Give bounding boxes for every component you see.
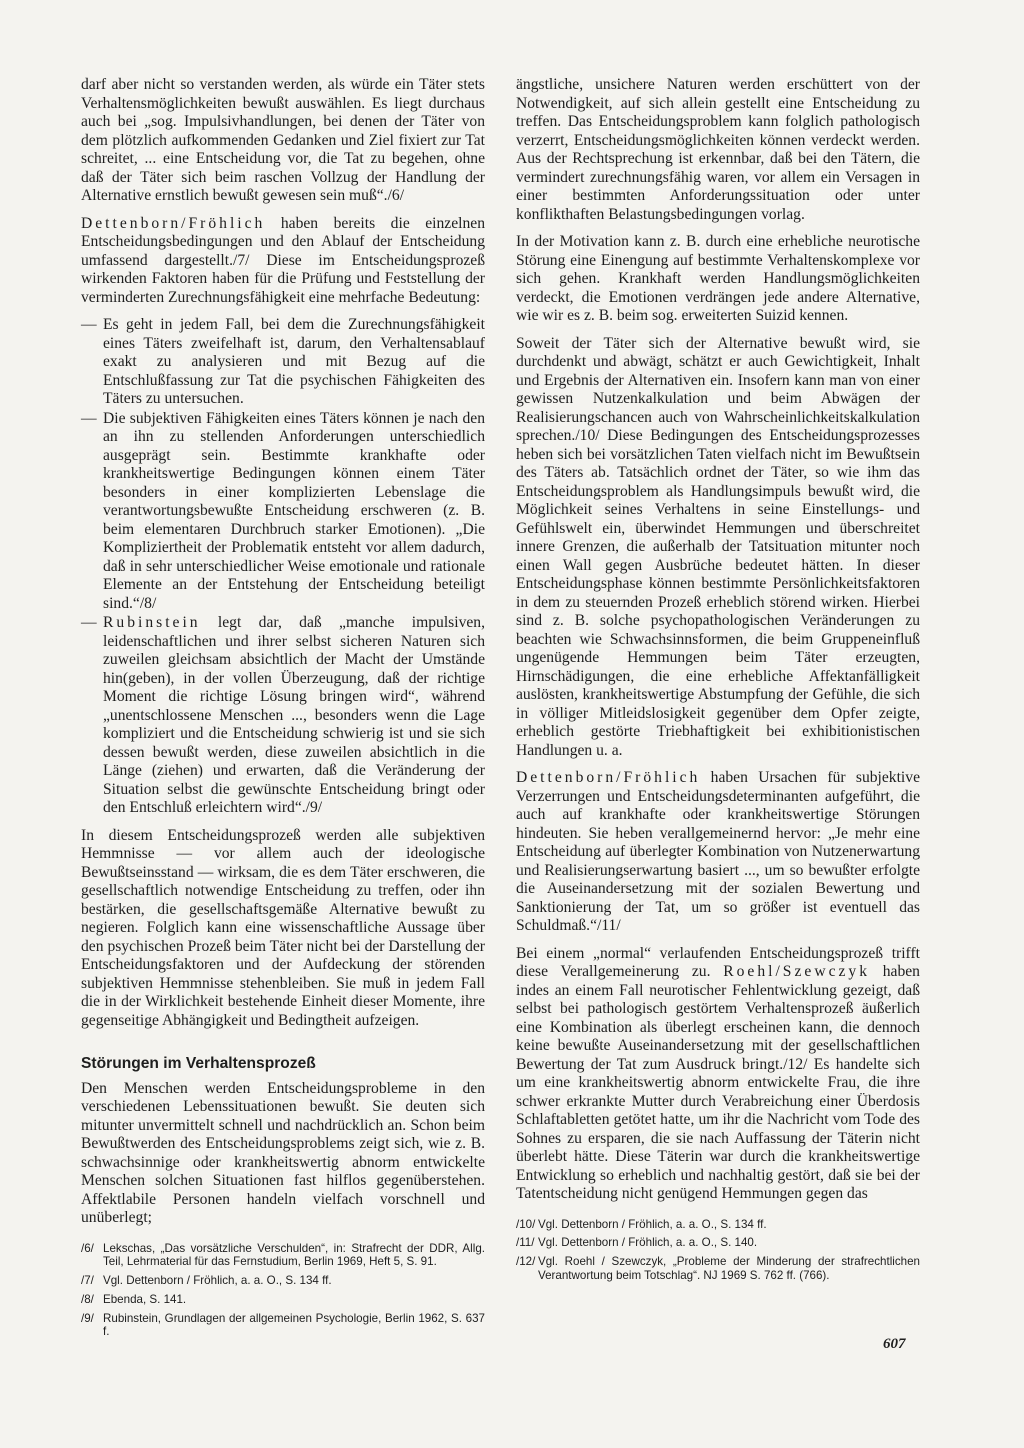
footnote (81, 1293, 485, 1307)
dash-marker: — (81, 614, 97, 631)
paragraph (516, 945, 920, 1204)
paragraph-text: haben Ursachen für subjektive Verzerrungen und Entscheidungsdeterminanten aufgeführt, die auch auf krankhafte oder krankheitswertige Störungen hindeuten. Sie heben verallgemeinernd hervor: „Je mehr eine Entscheidung auf überlegter Kombination von Nutzenerwartung und Realisierungserwartung basiert ..., um so bewußter erfolgte die Auseinandersetzung mit der sozialen Bewertung und Sanktionierung der Tat, um so größer ist eventuell das Schuldmaß.“/11/ (516, 769, 920, 934)
list-item (81, 614, 485, 818)
footnote-number: /6/ (81, 1241, 94, 1255)
section-heading: Störungen im Verhaltensprozeß (81, 1055, 316, 1072)
author-name: Rubinstein (103, 614, 201, 631)
list-item-text: legt dar, daß „manche impulsiven, leidenschaftlichen und ihrer selbst sicheren Naturen sich zuweilen gleichsam absichtlich der Macht der Umstände hin(geben), in der vollen Überzeugung, daß der richtige Moment die richtige Lösung bringen wird“, während „unentschlossene Menschen ..., besonders wenn die Lage kompliziert und die Entscheidung schwierig ist und sie sich dessen bewußt werden, diese zuweilen absichtlich in die Länge (ziehen) und erwarten, daß die Veränderung der Situation selbst die gewünschte Entscheidung bringt oder den Entschluß erleichtern wird“./9/ (103, 614, 485, 816)
paragraph: In der Motivation kann z. B. durch eine erhebliche neurotische Störung eine Einengung auf bestimmte Verhaltenskomplexe vor sich gehen. Krankhaft werden Handlungsmöglichkeiten verdeckt, die Emotionen verdrängen jede andere Alternative, wie wir es z. B. beim sog. erweiterten Suizid kennen. (516, 233, 920, 324)
footnotes (516, 1218, 920, 1283)
paragraph-text: haben indes an einem Fall neurotischer Fehlentwicklung gezeigt, daß selbst bei pathologisch gestörtem Verhaltensprozeß äußerlich eine Kombination als überlegt erscheinen kann, die dennoch keine bewußte Auseinandersetzung mit der gesellschaftlichen Bewertung der Tat zum Ausdruck bringt./12/ Es handelte sich um eine krankheitswertig abnorm entwickelte Frau, die ihre schwer erkrankte Mutter durch Verabreichung einer Überdosis Schlaftabletten getötet hatte, um ihr die Nachricht vom Tode des Sohnes zu ersparen, die sie nach Auffassung der Täterin nicht überlebt hätte. Diese Täterin war durch die krankheitswertige Entwicklung so erheblich und nachhaltig gestört, daß sie bei der Tatentscheidung nicht genügend Hemmungen gegen das (516, 963, 920, 1202)
footnote-text: Ebenda, S. 141. (103, 1292, 187, 1306)
footnote (516, 1236, 920, 1250)
author-name: Roehl/Szewczyk (723, 963, 871, 980)
author-name: Dettenborn/Fröhlich (516, 769, 701, 786)
footnote (81, 1312, 485, 1340)
left-column (81, 76, 485, 1344)
footnote (516, 1218, 920, 1232)
footnote-number: /9/ (81, 1311, 94, 1325)
paragraph-text: Bei einem „normal“ verlaufenden Entscheidungsprozeß trifft diese Verallgemeinerung zu. (516, 944, 920, 980)
list-item-text: Es geht in jedem Fall, bei dem die Zurechnungsfähigkeit eines Täters zweifelhaft ist, darum, den Verhaltensablauf exakt zu analysieren und mit Bezug auf die Entschlußfassung zur Tat die psychischen Fähigkeiten des Täters zu untersuchen. (103, 316, 485, 407)
dash-list (81, 316, 485, 818)
dash-marker: — (81, 316, 97, 333)
paragraph: In diesem Entscheidungsprozeß werden alle subjektiven Hemmnisse — vor allem auch der ideologische Bewußtseinsstand — wirksam, die es dem Täter erschweren, die gesellschaftlich notwendige Entscheidung zu treffen, oder ihn bestärken, die gesellschaftsgemäße Alternative bewußt zu negieren. Folglich kann eine wissenschaftliche Aussage über den psychischen Prozeß beim Täter nicht bei der Darstellung der Entscheidungsfaktoren und der Aufdeckung der störenden subjektiven Hemmnisse stehenbleiben. Sie muß in jedem Fall die in der Wirklichkeit bestehende Einheit dieser Momente, ihre gegenseitige Abhängigkeit und Bedingtheit aufzeigen. (81, 826, 485, 1029)
footnote-number: /7/ (81, 1274, 94, 1288)
footnote-text: Vgl. Dettenborn / Fröhlich, a. a. O., S. 134 ff. (538, 1217, 767, 1231)
paragraph (516, 769, 920, 936)
right-column (516, 76, 920, 1288)
footnote (516, 1255, 920, 1283)
footnote-number: /11/ (516, 1236, 535, 1250)
dash-marker: — (81, 409, 97, 427)
paragraph-text: haben bereits die einzelnen Entscheidungsbedingungen und den Ablauf der Entscheidung umfassend dargestellt./7/ Diese im Entscheidungsprozeß wirkenden Faktoren haben für die Prüfung und Feststellung der verminderten Zurechnungsfähigkeit eine mehrfache Bedeutung: (81, 214, 485, 306)
paragraph: Den Menschen werden Entscheidungsprobleme in den verschiedenen Lebenssituationen bewußt. Sie deuten sich mitunter unvermittelt schnell und nachdrücklich an. Schon beim Bewußtwerden des Entscheidungsproblems zeigt sich, wie z. B. schwachsinnige oder krankheitswertig abnorm entwickelte Menschen solchen Situationen fast hilflos gegenüberstehen. Affektlabile Personen handeln vielfach vorschnell und unüberlegt; (81, 1079, 485, 1226)
paragraph (81, 215, 485, 308)
list-item (81, 410, 485, 614)
list-item-text: Die subjektiven Fähigkeiten eines Täters können je nach den an ihn zu stellenden Anforderungen unterschiedlich ausgeprägt sein. Bestimmte krankhafte oder krankheitswertige Bedingungen können einem Täter besonders in einer komplizierten Lebenslage die verantwortungsbewußte Entscheidung erschweren (z. B. beim elementaren Durchbruch starker Emotionen). „Die Kompliziertheit der Problematik entsteht vor allem dadurch, daß in sehr unterschiedlicher Weise emotionale und rationale Elemente an der Entstehung der Entscheidung beteiligt sind.“/8/ (103, 409, 485, 612)
footnote-text: Vgl. Dettenborn / Fröhlich, a. a. O., S. 140. (538, 1236, 758, 1250)
footnote-number: /8/ (81, 1292, 94, 1306)
footnote-text: Vgl. Roehl / Szewczyk, „Probleme der Minderung der strafrechtlichen Verantwortung beim Totschlag“. NJ 1969 S. 762 ff. (766). (538, 1255, 920, 1282)
footnotes (81, 1242, 485, 1340)
paragraph: Soweit der Täter sich der Alternative bewußt wird, sie durchdenkt und abwägt, schätzt er auch Gewichtigkeit, Inhalt und Ergebnis der Alternativen ein. Insofern kann man von einer gewissen Nutzenkalkulation und beim Abwägen der Realisierungschancen auch von Wahrscheinlichkeitskalkulation sprechen./10/ Diese Bedingungen des Entscheidungsprozesses heben sich bei vorsätzlichen Taten vielfach nicht im Bewußtsein des Täters ab. Tatsächlich ordnet der Täter, so wie ihm das Entscheidungsproblem als Handlungsimpuls bewußt wird, die Möglichkeit seines Verhaltens in seine Einstellungs- und Gefühlswelt ein, überwindet Hemmungen und überschreitet innere Grenzen, die außerhalb der Tatsituation mitunter noch einen Wall gegen Ausbrüche bedeutet hätten. In dieser Entscheidungsphase können bestimmte Persönlichkeitsfaktoren in dem zu steuernden Prozeß erheblich störend wirken. Hierbei sind z. B. solche psychopathologischen Veränderungen zu beachten wie Schwachsinnsformen, die beim Gruppeneinfluß ungenügende Hemmungen beim Täter erzeugten, Hirnschädigungen, die eine erhebliche Affektanfälligkeit auslösten, krankheitswertige Abstumpfung der Gefühle, die sich in völliger Mitleidslosigkeit gegenüber dem Opfer zeigte, erheblich gestörte Triebhaftigkeit bei exhibitionistischen Handlungen u. a. (516, 334, 920, 759)
list-item (81, 316, 485, 409)
author-name: Dettenborn/Fröhlich (81, 214, 266, 232)
footnote-number: /12/ (516, 1255, 536, 1269)
page-number: 607 (883, 1336, 906, 1352)
paragraph: ängstliche, unsichere Naturen werden erschüttert von der Notwendigkeit, auf sich allein gestellt eine Entscheidung zu treffen. Das Entscheidungsproblem kann folglich pathologisch verzerrt, Entscheidungsmöglichkeiten können verdeckt werden. Aus der Rechtsprechung ist erkennbar, daß bei den Tätern, die vermindert zurechnungsfähig waren, vor allem ein Versagen in einer bestimmten Anforderungssituation oder unter konflikthaften Belastungsbedingungen vorlag. (516, 76, 920, 223)
footnote-text: Vgl. Dettenborn / Fröhlich, a. a. O., S. 134 ff. (103, 1274, 332, 1288)
footnote-number: /10/ (516, 1217, 536, 1231)
footnote (81, 1242, 485, 1270)
footnote-text: Rubinstein, Grundlagen der allgemeinen Psychologie, Berlin 1962, S. 637 f. (103, 1311, 485, 1339)
paragraph: darf aber nicht so verstanden werden, als würde ein Täter stets Verhaltensmöglichkeiten bewußt auswählen. Es liegt durchaus auch bei „sog. Impulsivhandlungen, bei denen der Täter von dem plötzlich aufkommenden Gedanken und Ziel fixiert zur Tat schreitet, ... eine Entscheidung vor, die Tat zu begehen, ohne daß der Täter sich beim raschen Vollzug der Handlung der Alternative ernstlich bewußt gewesen sein muß“./6/ (81, 76, 485, 204)
footnote-text: Lekschas, „Das vorsätzliche Verschulden“, in: Strafrecht der DDR, Allg. Teil, Lehrmaterial für das Fernstudium, Berlin 1969, Heft 5, S. 91. (103, 1241, 485, 1269)
footnote (81, 1274, 485, 1288)
